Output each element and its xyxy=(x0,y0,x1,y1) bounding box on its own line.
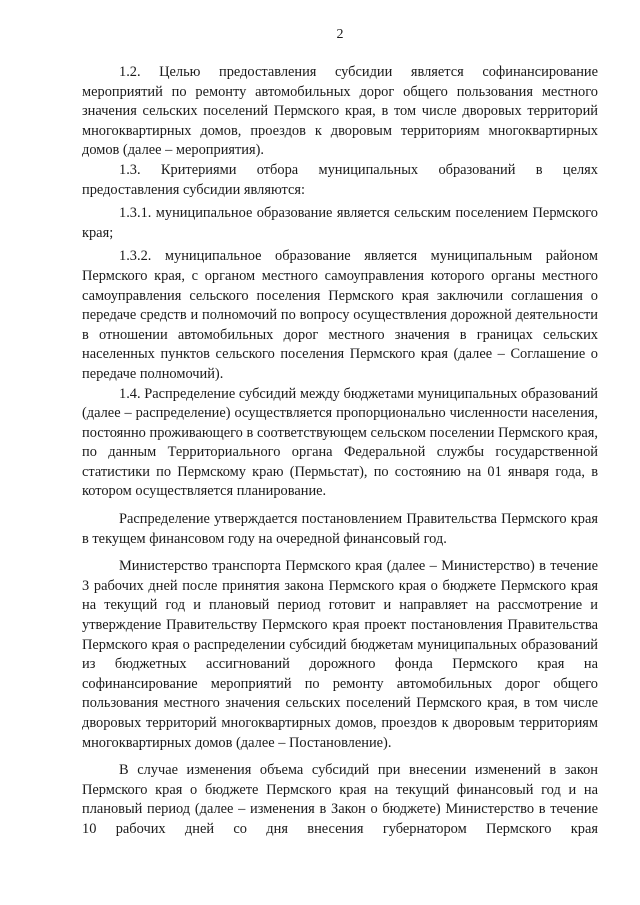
paragraph-distribution-approval: Распределение утверждается постановлением Правительства Пермского края в текущем финансовом году на очередной финансовый год. xyxy=(82,511,598,547)
page-number: 2 xyxy=(336,27,344,42)
document-body xyxy=(82,63,598,840)
paragraph-1-3-2: 1.3.2. муниципальное образование является муниципальным районом Пермского края, с органом местного самоуправления которого органы местного самоуправления сельского поселения Пермского края заключили соглашения о передаче средств и полномочий по вопросу осуществления дорожной деятельности в отношении автомобильных дорог местного значения в границах сельских населенных пунктов сельского поселения Пермского края (далее – Соглашение о передаче полномочий). xyxy=(82,248,598,382)
paragraph-1-4: 1.4. Распределение субсидий между бюджетами муниципальных образований (далее – распределение) осуществляется пропорционально численности населения, постоянно проживающего в соответствующем сельском поселении Пермского края, по данным Территориального органа Федеральной службы государственной статистики по Пермскому краю (Пермьстат), по состоянию на 01 января года, в котором осуществляется планирование. xyxy=(82,385,598,500)
paragraph-budget-changes: В случае изменения объема субсидий при внесении изменений в закон Пермского края о бюджете Пермского края на текущий финансовый год и на плановый период (далее – изменения в Закон о бюджете) Министерство в течение 10 рабочих дней со дня внесения губернатором Пермского края xyxy=(82,762,598,837)
paragraph-1-3: 1.3. Критериями отбора муниципальных образований в целях предоставления субсидии являются: xyxy=(82,161,598,198)
paragraph-ministry-procedure: Министерство транспорта Пермского края (далее – Министерство) в течение 3 рабочих дней после принятия закона Пермского края о бюджете Пермского края на текущий год и плановый период готовит и направляет на рассмотрение и утверждение Правительству Пермского края проект постановления Правительства Пермского края о распределении субсидий бюджетам муниципальных образований из бюджетных ассигнований дорожного фонда Пермского края на софинансирование мероприятий по ремонту автомобильных дорог общего пользования местного значения сельских поселений Пермского края, в том числе дворовых территорий многоквартирных домов, проездов к дворовым территориям многоквартирных домов (далее – Постановление). xyxy=(82,558,598,751)
paragraph-1-3-1: 1.3.1. муниципальное образование является сельским поселением Пермского края; xyxy=(82,205,598,241)
document-page xyxy=(82,0,598,905)
paragraph-1-2: 1.2. Целью предоставления субсидии является софинансирование мероприятий по ремонту автомобильных дорог общего пользования местного значения сельских поселений Пермского края, в том числе дворовых территорий многоквартирных домов, проездов к дворовым территориям многоквартирных домов (далее – мероприятия). xyxy=(82,64,598,159)
